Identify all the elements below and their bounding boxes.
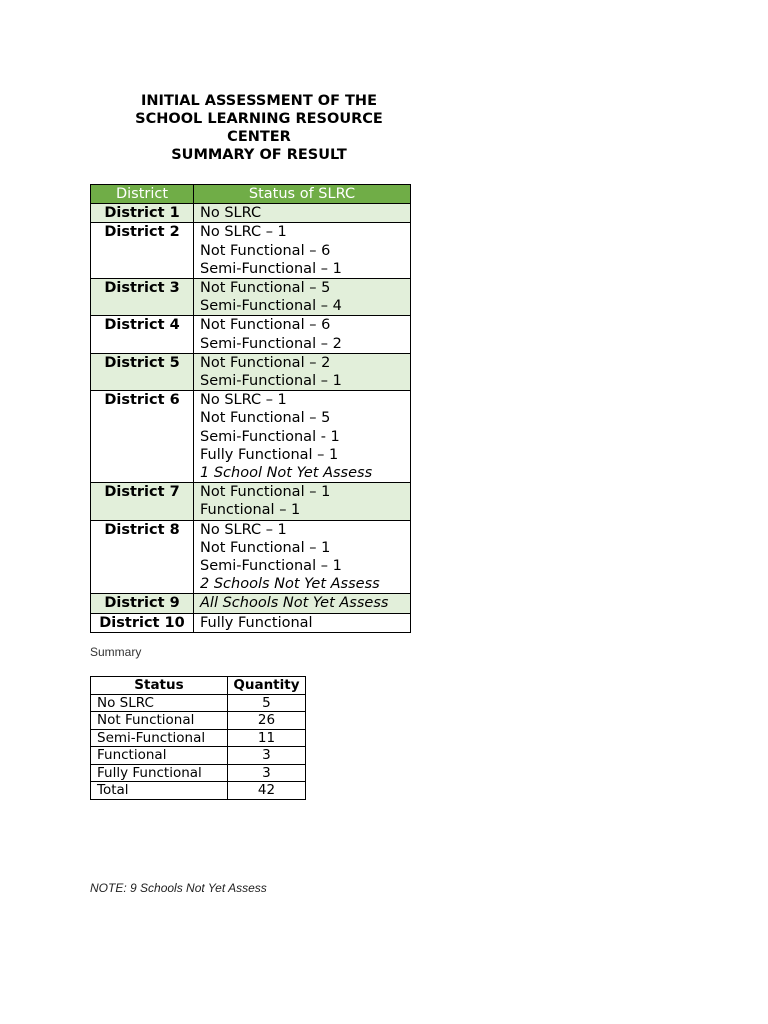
status-cell [194,483,411,520]
status-line: Semi-Functional – 4 [200,298,342,315]
district-name-cell: District 5 [91,353,194,390]
status-line: Not Functional – 6 [200,242,331,259]
status-cell [194,204,411,223]
table-row [91,223,411,279]
table-row [91,712,306,730]
status-line: Fully Functional – 1 [200,446,339,463]
district-status-table [90,184,411,633]
status-line: All Schools Not Yet Assess [200,595,389,612]
status-line: Not Functional – 1 [200,484,331,501]
status-line: Not Functional – 1 [200,539,331,556]
title-line: SUMMARY OF RESULT [171,147,347,163]
table-row [91,764,306,782]
status-line: Fully Functional [200,614,313,631]
summary-quantity-cell: 26 [227,712,305,730]
status-line: Not Functional – 5 [200,280,331,297]
summary-quantity-cell: 42 [227,782,305,800]
status-line: Not Functional – 2 [200,354,331,371]
district-table-body [91,204,411,633]
title-line: SCHOOL LEARNING RESOURCE [135,111,383,127]
summary-table-body [91,694,306,799]
district-name-cell: District 6 [91,391,194,483]
district-name-cell: District 8 [91,520,194,594]
summary-status-cell: No SLRC [91,694,228,712]
title-line: INITIAL ASSESSMENT OF THE [141,93,377,109]
summary-status-cell: Not Functional [91,712,228,730]
summary-label: Summary [90,645,142,659]
status-cell [194,594,411,613]
table-row [91,391,411,483]
status-cell [194,613,411,632]
summary-quantity-cell: 11 [227,729,305,747]
status-line: Semi-Functional - 1 [200,428,340,445]
district-name-cell: District 3 [91,279,194,316]
table-row [91,520,411,594]
title-line: CENTER [227,129,291,145]
district-name-cell: District 7 [91,483,194,520]
table-header-row [91,677,306,695]
column-header-status: Status of SLRC [194,185,411,204]
status-cell [194,520,411,594]
summary-quantity-cell: 5 [227,694,305,712]
table-row [91,353,411,390]
status-cell [194,391,411,483]
column-header-quantity: Quantity [227,677,305,695]
summary-status-cell: Functional [91,747,228,765]
column-header-status: Status [91,677,228,695]
document-title [100,92,418,164]
status-cell [194,353,411,390]
status-line: No SLRC – 1 [200,392,287,409]
footnote: NOTE: 9 Schools Not Yet Assess [90,881,267,895]
district-name-cell: District 1 [91,204,194,223]
status-line: 1 School Not Yet Assess [200,465,373,482]
status-cell [194,316,411,353]
summary-table [90,676,306,800]
column-header-district: District [91,185,194,204]
summary-quantity-cell: 3 [227,747,305,765]
summary-status-cell: Semi-Functional [91,729,228,747]
table-row [91,279,411,316]
status-line: Semi-Functional – 1 [200,373,342,390]
status-line: No SLRC – 1 [200,521,287,538]
status-line: Semi-Functional – 1 [200,558,342,575]
summary-quantity-cell: 3 [227,764,305,782]
table-row [91,316,411,353]
table-row [91,204,411,223]
summary-status-cell: Total [91,782,228,800]
table-row [91,782,306,800]
district-name-cell: District 10 [91,613,194,632]
table-row [91,483,411,520]
status-cell [194,223,411,279]
district-name-cell: District 2 [91,223,194,279]
district-name-cell: District 4 [91,316,194,353]
status-cell [194,279,411,316]
status-line: Semi-Functional – 1 [200,260,342,277]
status-line: 2 Schools Not Yet Assess [200,576,380,593]
status-line: No SLRC – 1 [200,224,287,241]
district-name-cell: District 9 [91,594,194,613]
table-row [91,594,411,613]
summary-status-cell: Fully Functional [91,764,228,782]
status-line: Not Functional – 5 [200,410,331,427]
status-line: Not Functional – 6 [200,317,331,334]
table-row [91,694,306,712]
table-header-row [91,185,411,204]
table-row [91,747,306,765]
status-line: No SLRC [200,205,262,222]
status-line: Semi-Functional – 2 [200,335,342,352]
status-line: Functional – 1 [200,502,301,519]
table-row [91,613,411,632]
table-row [91,729,306,747]
